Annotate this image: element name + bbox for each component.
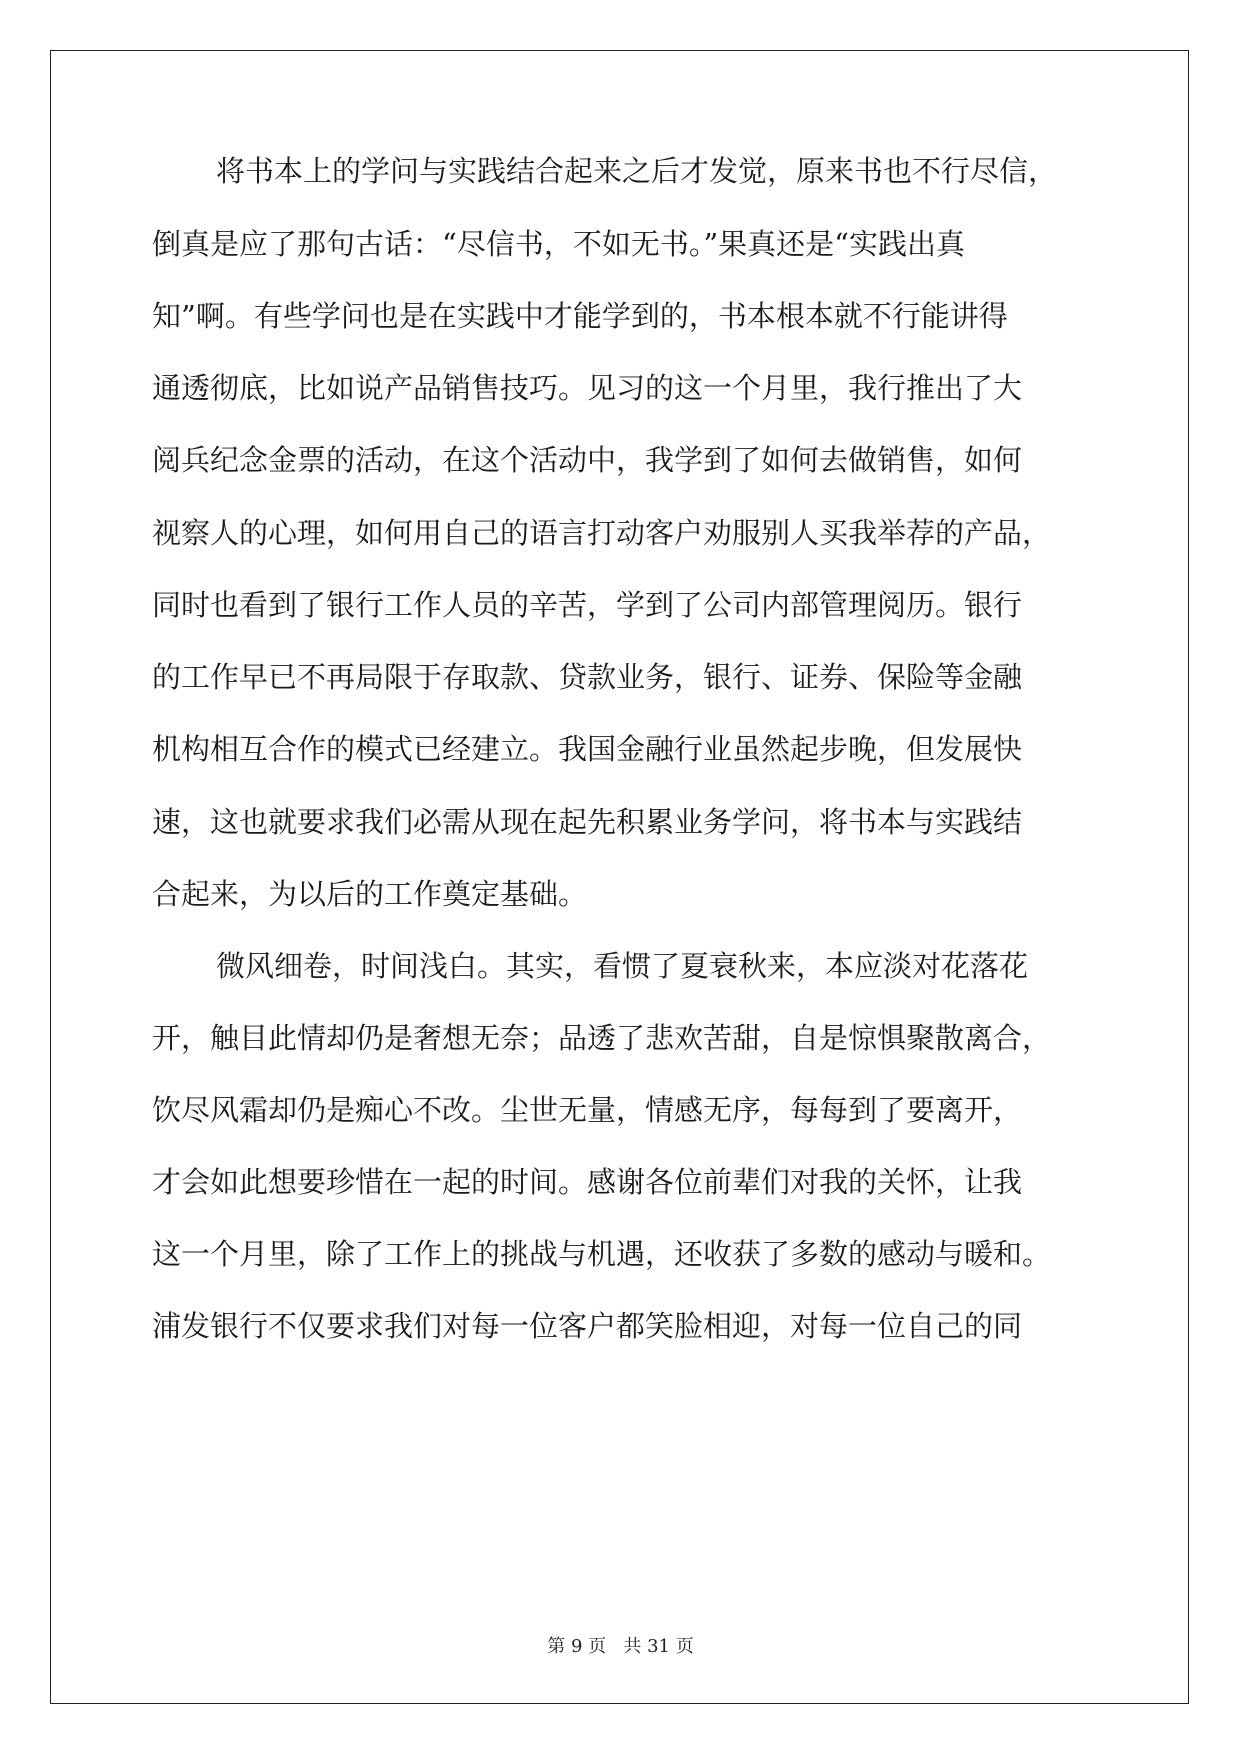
page-total: 共 31 页	[623, 1636, 694, 1657]
page-footer	[0, 1635, 1241, 1659]
page-number: 第 9 页	[547, 1636, 607, 1657]
text-line: 这一个月里，除了工作上的挑战与机遇，还收获了多数的感动与暖和。	[152, 1237, 1052, 1271]
text-line: 知”啊。有些学问也是在实践中才能学到的，书本根本就不行能讲得	[152, 299, 1008, 333]
text-line: 微风细卷，时间浅白。其实，看惯了夏衰秋来，本应淡对花落花	[216, 949, 1029, 983]
text-line: 才会如此想要珍惜在一起的时间。感谢各位前辈们对我的关怀，让我	[152, 1165, 1023, 1199]
text-line: 倒真是应了那句古话：“尽信书，不如无书。”果真还是“实践出真	[152, 227, 965, 261]
text-line: 机构相互合作的模式已经建立。我国金融行业虽然起步晚，但发展快	[152, 732, 1023, 766]
text-line: 速，这也就要求我们必需从现在起先积累业务学问，将书本与实践结	[152, 805, 1023, 839]
text-line: 浦发银行不仅要求我们对每一位客户都笑脸相迎，对每一位自己的同	[152, 1309, 1023, 1343]
text-line: 合起来，为以后的工作奠定基础。	[152, 877, 588, 911]
text-line: 阅兵纪念金票的活动，在这个活动中，我学到了如何去做销售，如何	[152, 443, 1023, 477]
text-line: 的工作早已不再局限于存取款、贷款业务，银行、证券、保险等金融	[152, 660, 1023, 694]
text-line: 开，触目此情却仍是奢想无奈；品透了悲欢苦甜，自是惊惧聚散离合，	[152, 1021, 1052, 1055]
text-line: 将书本上的学问与实践结合起来之后才发觉，原来书也不行尽信，	[216, 154, 1058, 188]
text-line: 同时也看到了银行工作人员的辛苦，学到了公司内部管理阅历。银行	[152, 588, 1023, 622]
text-line: 通透彻底，比如说产品销售技巧。见习的这一个月里，我行推出了大	[152, 371, 1023, 405]
text-line: 饮尽风霜却仍是痴心不改。尘世无量，情感无序，每每到了要离开，	[152, 1093, 1023, 1127]
text-line: 视察人的心理，如何用自己的语言打动客户劝服别人买我举荐的产品，	[152, 516, 1052, 550]
